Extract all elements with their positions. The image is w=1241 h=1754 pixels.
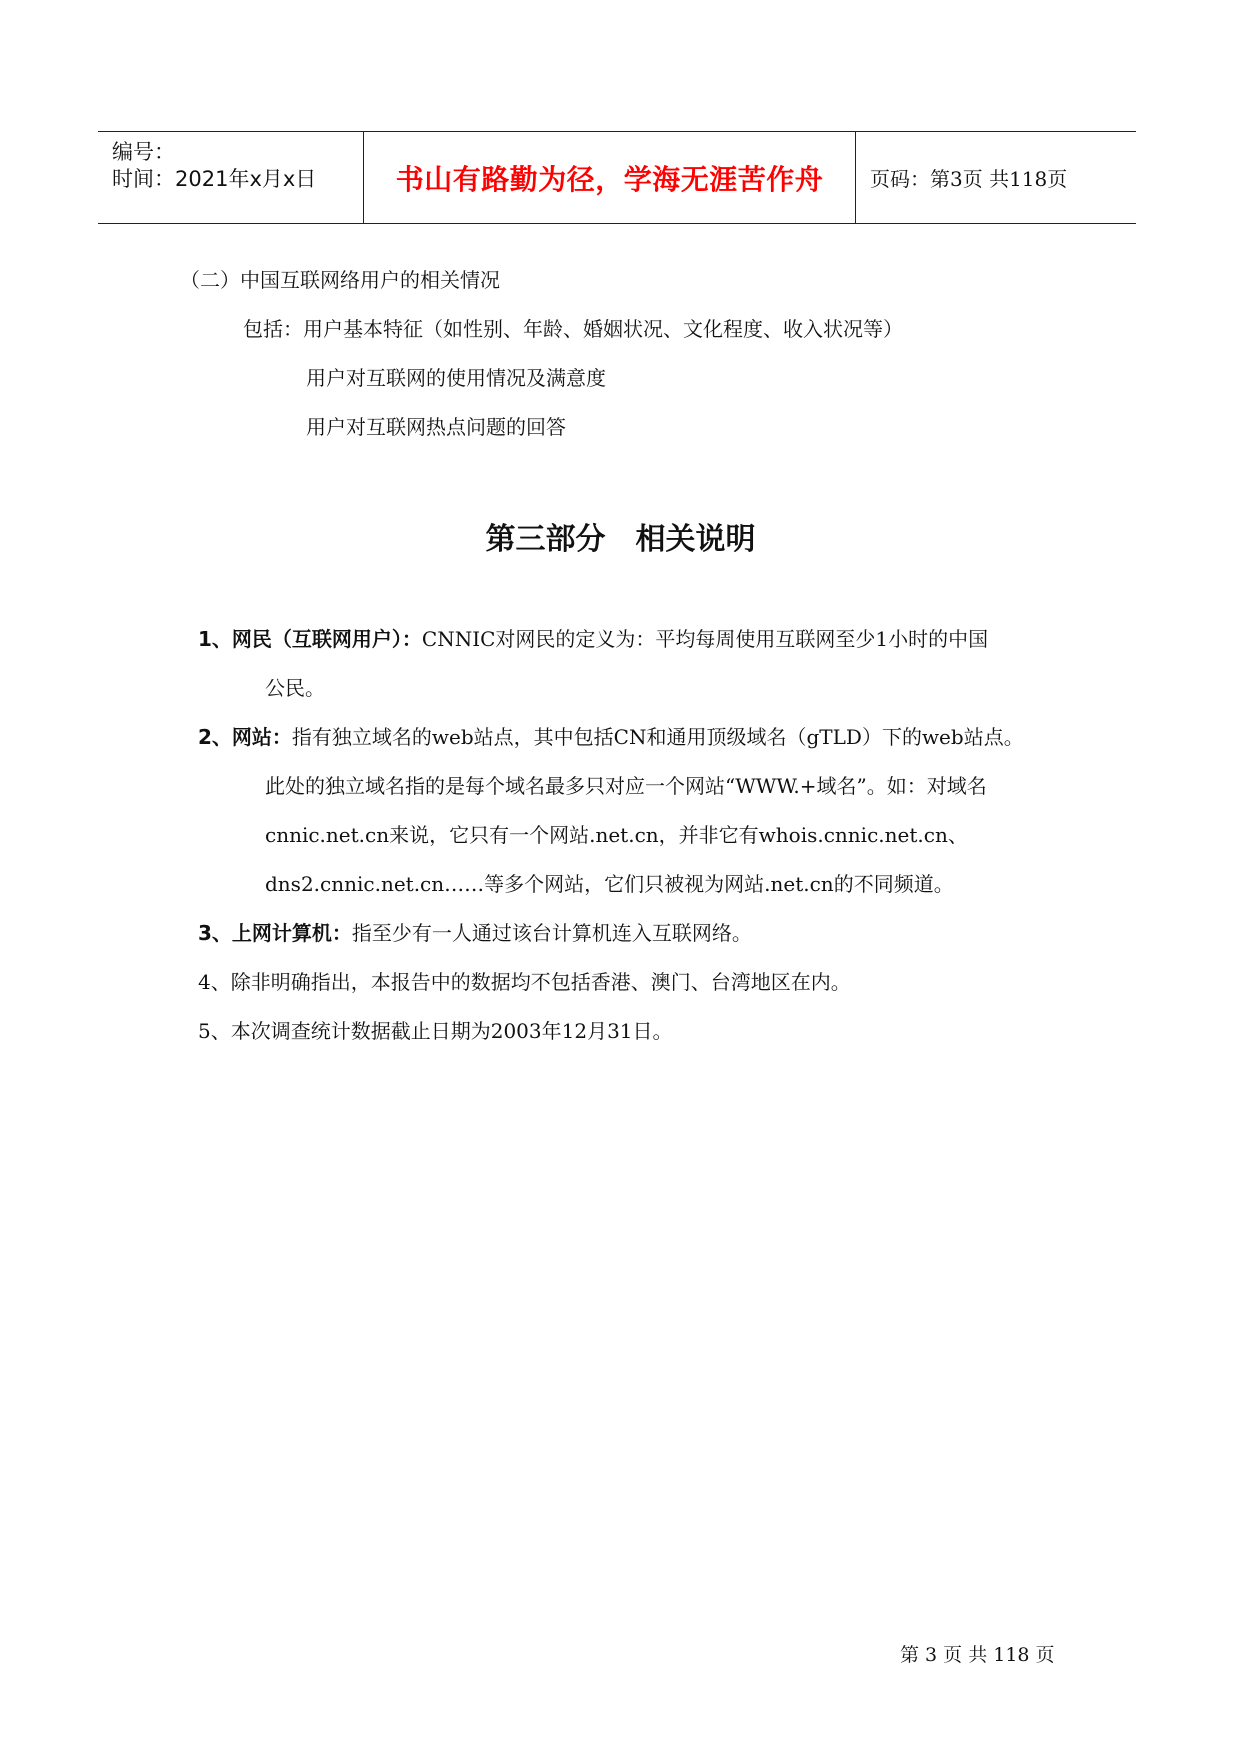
list-item-text: CNNIC对网民的定义为：平均每周使用互联网至少1小时的中国 (421, 627, 989, 651)
list-item (198, 623, 988, 652)
list-item (198, 1015, 673, 1044)
header-meta-cell (98, 132, 364, 223)
part-title-name: 相关说明 (635, 522, 756, 557)
section-line-3: 用户对互联网热点问题的回答 (306, 415, 566, 439)
list-item-number: 1、 (198, 627, 232, 651)
list-item (198, 966, 851, 995)
header-page-info: 页码：第3页 共118页 (870, 167, 1068, 191)
list-item-term: 网站： (231, 725, 292, 749)
list-item-text: 除非明确指出，本报告中的数据均不包括香港、澳门、台湾地区在内。 (230, 970, 851, 994)
header-page-cell (856, 132, 1136, 223)
list-item (198, 917, 752, 946)
list-item-number: 5、 (198, 1019, 231, 1043)
list-item-term: 上网计算机： (231, 921, 352, 945)
list-item (198, 721, 1024, 750)
page-header-table (98, 131, 1136, 224)
list-item-continuation: cnnic.net.cn来说，它只有一个网站.net.cn，并非它有whois.cnnic.net.cn、 (265, 823, 968, 847)
part-title (0, 514, 1241, 558)
section-line-1: 包括：用户基本特征（如性别、年龄、婚姻状况、文化程度、收入状况等） (243, 317, 903, 341)
page-footer: 第 3 页 共 118 页 (900, 1644, 1055, 1666)
header-motto: 书山有路勤为径，学海无涯苦作舟 (395, 162, 824, 196)
document-time-label: 时间：2021年x月x日 (112, 167, 317, 191)
list-item-text: 指至少有一人通过该台计算机连入互联网络。 (351, 921, 752, 945)
document-number-label: 编号： (112, 140, 175, 164)
list-item-text: 指有独立域名的web站点，其中包括CN和通用顶级域名（gTLD）下的web站点。 (291, 725, 1024, 749)
list-item-number: 4、 (198, 970, 231, 994)
list-item-continuation: 公民。 (265, 676, 325, 700)
list-item-number: 3、 (198, 921, 232, 945)
list-item-term: 网民（互联网用户）： (231, 627, 422, 651)
list-item-continuation: dns2.cnnic.net.cn……等多个网站，它们只被视为网站.net.cn的不同频道。 (265, 872, 954, 896)
list-item-number: 2、 (198, 725, 232, 749)
header-motto-cell (364, 132, 856, 223)
list-item-text: 本次调查统计数据截止日期为2003年12月31日。 (230, 1019, 673, 1043)
part-title-number: 第三部分 (485, 522, 606, 557)
section-heading: （二）中国互联网络用户的相关情况 (180, 268, 500, 292)
section-line-2: 用户对互联网的使用情况及满意度 (306, 366, 606, 390)
list-item-continuation: 此处的独立域名指的是每个域名最多只对应一个网站“WWW.+域名”。如：对域名 (265, 774, 987, 798)
